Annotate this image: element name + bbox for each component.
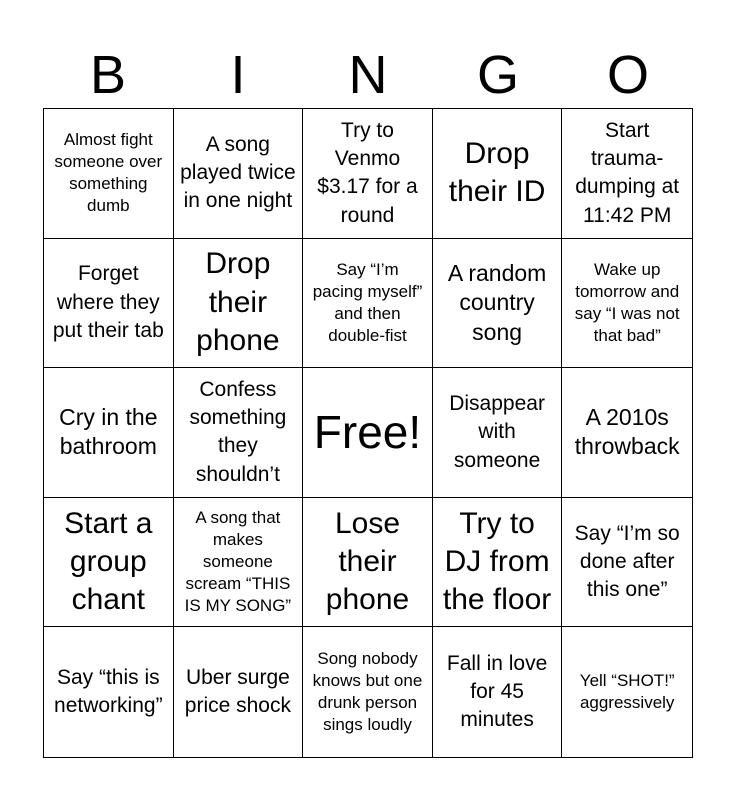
bingo-header bbox=[43, 44, 693, 106]
cell-text: A song played twice in one night bbox=[180, 132, 296, 213]
header-letter-g: G bbox=[476, 45, 519, 105]
cell-text: Fall in love for 45 minutes bbox=[446, 651, 548, 732]
cell-text: Start trauma-dumping at 11:42 PM bbox=[575, 118, 680, 227]
bingo-cell[interactable] bbox=[174, 498, 304, 628]
free-space-text: Free! bbox=[313, 406, 422, 459]
bingo-cell[interactable] bbox=[562, 627, 692, 757]
cell-text: Disappear with someone bbox=[449, 391, 545, 472]
cell-text: Try to DJ from the floor bbox=[442, 506, 552, 617]
cell-text: Song nobody knows but one drunk person sings loudly bbox=[312, 649, 423, 735]
bingo-cell[interactable] bbox=[433, 109, 563, 239]
cell-text: Start a group chant bbox=[64, 506, 153, 617]
bingo-cell[interactable] bbox=[174, 109, 304, 239]
cell-text: Forget where they put their tab bbox=[52, 262, 164, 343]
cell-text: Confess something they shouldn’t bbox=[189, 377, 287, 486]
bingo-board bbox=[43, 108, 693, 758]
bingo-cell[interactable] bbox=[433, 368, 563, 498]
cell-text: A song that makes someone scream “THIS IS MY SONG” bbox=[184, 507, 292, 616]
bingo-cell[interactable] bbox=[433, 498, 563, 628]
bingo-cell[interactable] bbox=[44, 368, 174, 498]
cell-text: A 2010s throwback bbox=[574, 404, 680, 460]
bingo-cell[interactable] bbox=[562, 109, 692, 239]
cell-text: Wake up tomorrow and say “I was not that bad” bbox=[574, 259, 680, 345]
cell-text: Try to Venmo $3.17 for a round bbox=[317, 118, 418, 227]
bingo-cell[interactable] bbox=[562, 368, 692, 498]
free-space[interactable] bbox=[303, 368, 433, 498]
bingo-cell[interactable] bbox=[303, 239, 433, 369]
cell-text: Lose their phone bbox=[325, 506, 410, 617]
bingo-cell[interactable] bbox=[303, 109, 433, 239]
cell-text: Say “I’m pacing myself” and then double-fist bbox=[312, 259, 423, 345]
cell-text: Yell “SHOT!” aggressively bbox=[579, 671, 675, 713]
cell-text: Say “I’m so done after this one” bbox=[574, 521, 680, 602]
cell-text: Cry in the bathroom bbox=[59, 404, 158, 460]
bingo-cell[interactable] bbox=[174, 239, 304, 369]
bingo-cell[interactable] bbox=[433, 627, 563, 757]
bingo-cell[interactable] bbox=[44, 627, 174, 757]
header-letter-i: I bbox=[230, 45, 246, 105]
bingo-cell[interactable] bbox=[562, 498, 692, 628]
bingo-cell[interactable] bbox=[433, 239, 563, 369]
cell-text: Drop their ID bbox=[448, 136, 546, 209]
bingo-cell[interactable] bbox=[303, 627, 433, 757]
cell-text: Uber surge price shock bbox=[184, 665, 291, 718]
bingo-cell[interactable] bbox=[44, 498, 174, 628]
cell-text: A random country song bbox=[447, 259, 547, 345]
bingo-cell[interactable] bbox=[174, 627, 304, 757]
bingo-cell[interactable] bbox=[44, 109, 174, 239]
cell-text: Say “this is networking” bbox=[54, 665, 163, 718]
header-letter-o: O bbox=[606, 45, 649, 105]
bingo-cell[interactable] bbox=[174, 368, 304, 498]
bingo-cell[interactable] bbox=[44, 239, 174, 369]
bingo-cell[interactable] bbox=[562, 239, 692, 369]
header-letter-n: N bbox=[348, 45, 388, 105]
header-letter-b: B bbox=[89, 45, 127, 105]
bingo-cell[interactable] bbox=[303, 498, 433, 628]
cell-text: Almost fight someone over something dumb bbox=[54, 130, 163, 216]
cell-text: Drop their phone bbox=[196, 247, 280, 358]
